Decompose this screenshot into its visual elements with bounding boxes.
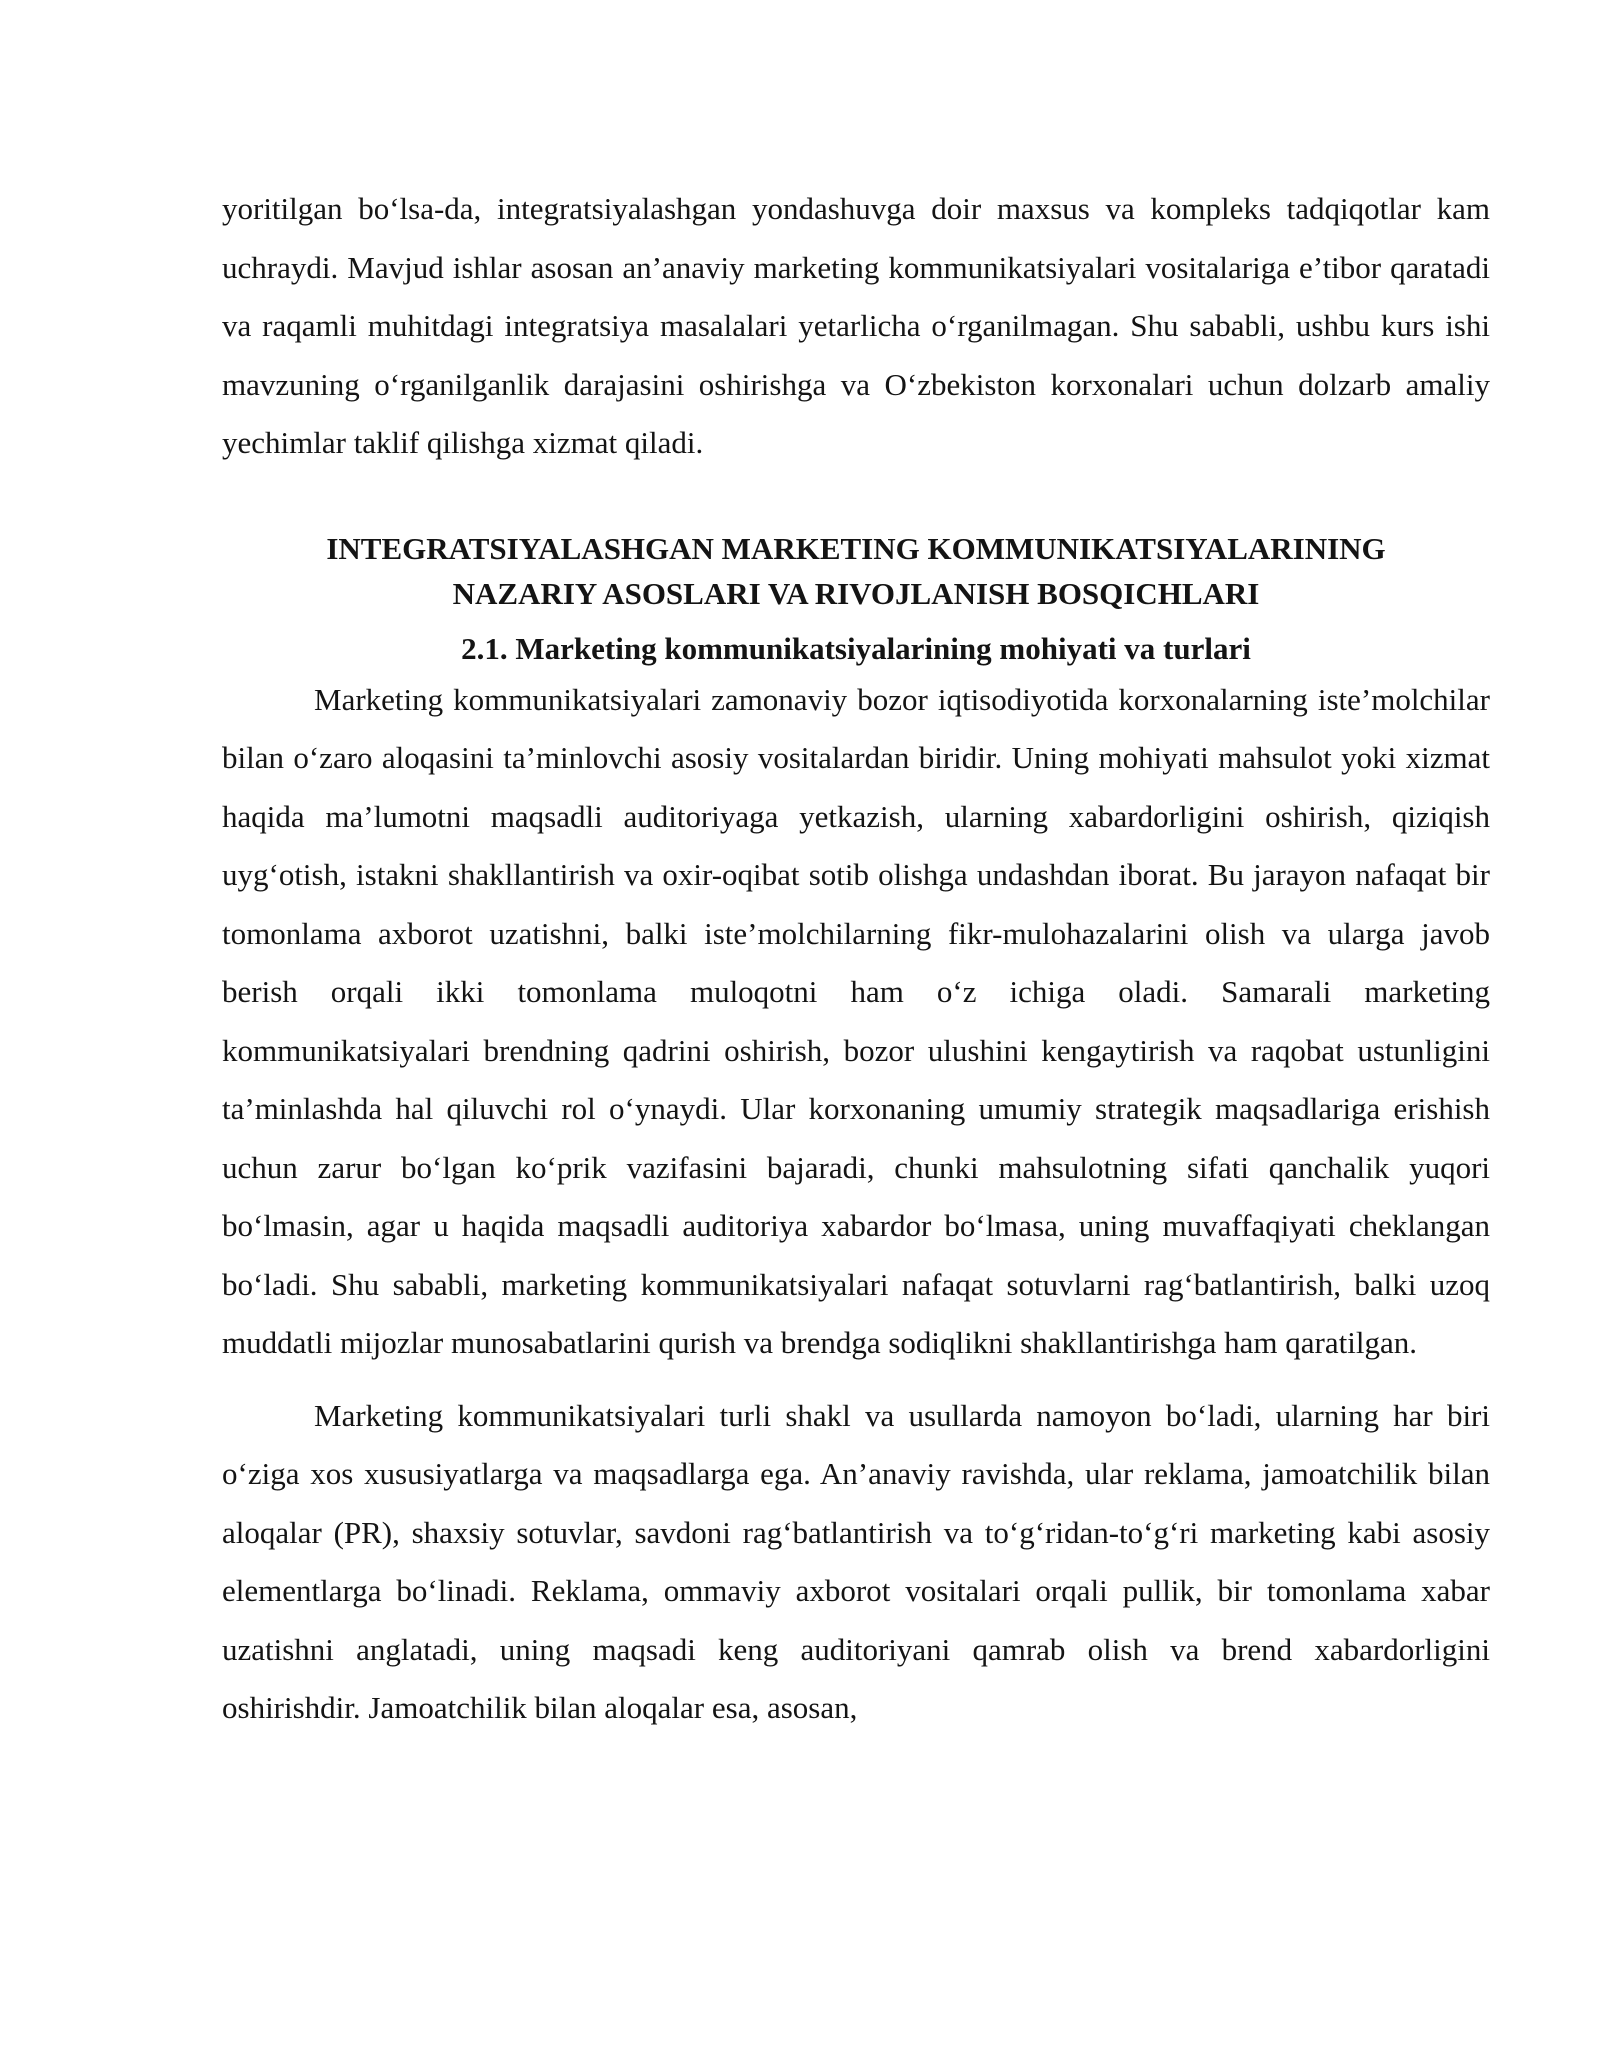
section-title: 2.1. Marketing kommunikatsiyalarining mohiyati va turlari <box>461 630 1251 666</box>
chapter-title-line-2: NAZARIY ASOSLARI VA RIVOJLANISH BOSQICHLARI <box>452 575 1260 611</box>
intro-paragraph: yoritilgan bo‘lsa-da, integratsiyalashgan yondashuvga doir maxsus va kompleks tadqiqotlar kam uchraydi. Mavjud ishlar asosan an’anaviy marketing kommunikatsiyalari vositalariga e’tibor qaratadi va raqamli muhitdagi integratsiya masalalari yetarlicha o‘rganilmagan. Shu sababli, ushbu kurs ishi mavzuning o‘rganilganlik darajasini oshirishga va O‘zbekiston korxonalari uchun dolzarb amaliy yechimlar taklif qilishga xizmat qiladi. <box>222 191 1490 460</box>
document-page <box>222 180 1490 1738</box>
chapter-title <box>222 526 1490 616</box>
body-paragraph-2: Marketing kommunikatsiyalari turli shakl va usullarda namoyon bo‘ladi, ularning har biri o‘ziga xos xususiyatlarga va maqsadlarga ega. An’anaviy ravishda, ular reklama, jamoatchilik bilan aloqalar (PR), shaxsiy sotuvlar, savdoni rag‘batlantirish va to‘g‘ridan-to‘g‘ri marketing kabi asosiy elementlarga bo‘linadi. Reklama, ommaviy axborot vositalari orqali pullik, bir tomonlama xabar uzatishni anglatadi, uning maqsadi keng auditoriyani qamrab olish va brend xabardorligini oshirishdir. Jamoatchilik bilan aloqalar esa, asosan, <box>222 1397 1490 1725</box>
body-paragraph-1: Marketing kommunikatsiyalari zamonaviy bozor iqtisodiyotida korxonalarning iste’molchilar bilan o‘zaro aloqasini ta’minlovchi asosiy vositalardan biridir. Uning mohiyati mahsulot yoki xizmat haqida ma’lumotni maqsadli auditoriyaga yetkazish, ularning xabardorligini oshirish, qiziqish uyg‘otish, istakni shakllantirish va oxir-oqibat sotib olishga undashdan iborat. Bu jarayon nafaqat bir tomonlama axborot uzatishni, balki iste’molchilarning fikr-mulohazalarini olish va ularga javob berish orqali ikki tomonlama muloqotni ham o‘z ichiga oladi. Samarali marketing kommunikatsiyalari brendning qadrini oshirish, bozor ulushini kengaytirish va raqobat ustunligini ta’minlashda hal qiluvchi rol o‘ynaydi. Ular korxonaning umumiy strategik maqsadlariga erishish uchun zarur bo‘lgan ko‘prik vazifasini bajaradi, chunki mahsulotning sifati qanchalik yuqori bo‘lmasin, agar u haqida maqsadli auditoriya xabardor bo‘lmasa, uning muvaffaqiyati cheklangan bo‘ladi. Shu sababli, marketing kommunikatsiyalari nafaqat sotuvlarni rag‘batlantirish, balki uzoq muddatli mijozlar munosabatlarini qurish va brendga sodiqlikni shakllantirishga ham qaratilgan. <box>222 681 1490 1360</box>
chapter-title-line-1: INTEGRATSIYALASHGAN MARKETING KOMMUNIKATSIYALARINING <box>326 530 1386 566</box>
